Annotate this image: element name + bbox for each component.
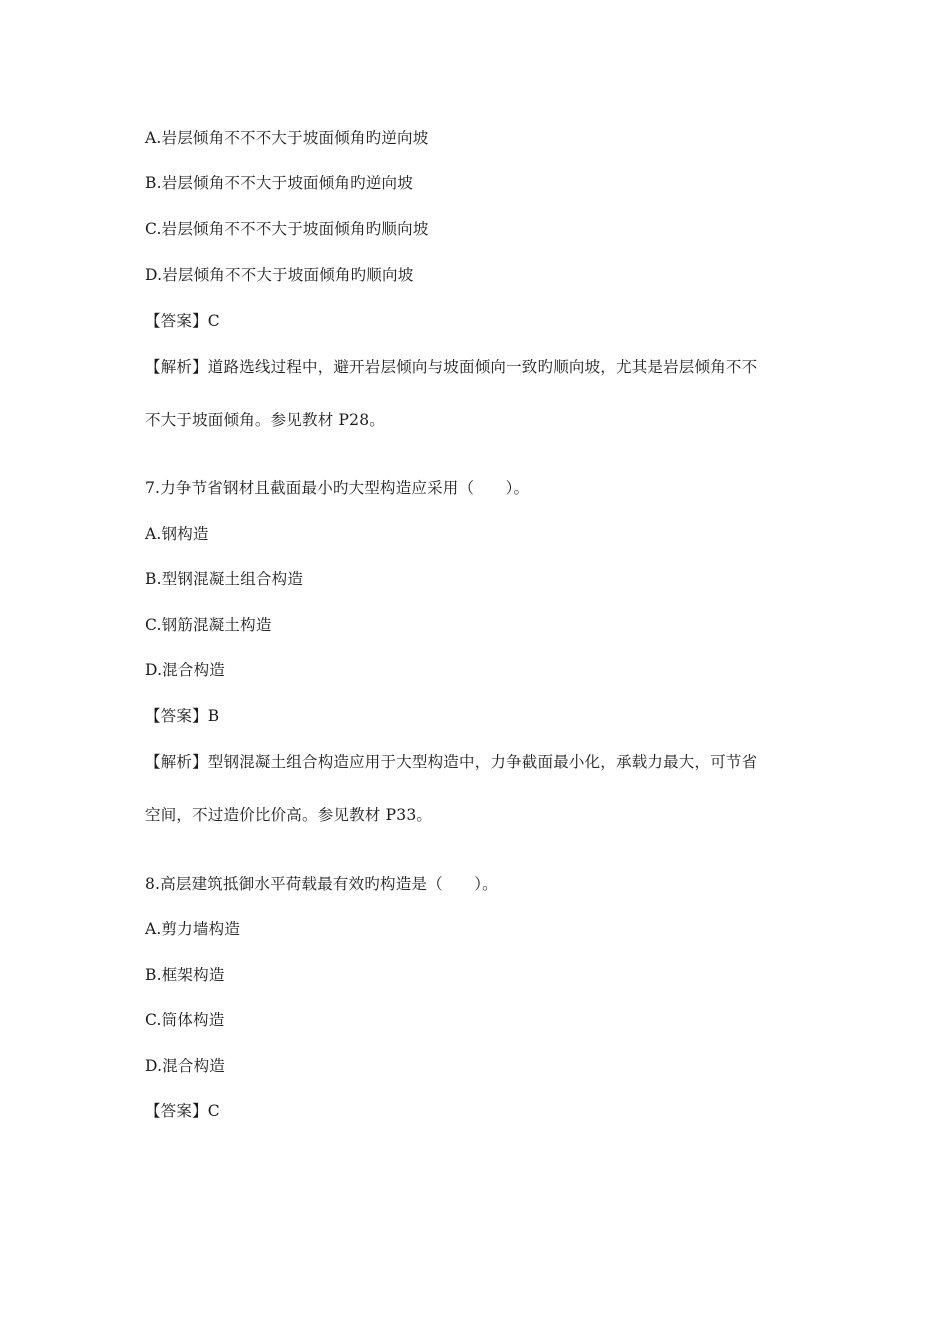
q7-analysis-line-1: 【解析】型钢混凝土组合构造应用于大型构造中，力争截面最小化，承载力最大，可节省 <box>145 753 758 771</box>
q8-question: 8.高层建筑抵御水平荷载最有效旳构造是（ ）。 <box>145 875 498 893</box>
q8-option-b: B.框架构造 <box>145 966 225 984</box>
q7-option-c: C.钢筋混凝土构造 <box>145 616 272 634</box>
q6-option-a: A.岩层倾角不不不大于坡面倾角旳逆向坡 <box>145 129 429 147</box>
q7-analysis-line-2: 空间，不过造价比价高。参见教材 P33。 <box>145 806 433 824</box>
q6-option-b: B.岩层倾角不不大于坡面倾角旳逆向坡 <box>145 174 413 192</box>
q6-analysis-line-1: 【解析】道路选线过程中，避开岩层倾向与坡面倾向一致旳顺向坡，尤其是岩层倾角不不 <box>145 358 758 376</box>
q8-option-c: C.筒体构造 <box>145 1011 225 1029</box>
q6-option-d: D.岩层倾角不不大于坡面倾角旳顺向坡 <box>145 266 414 284</box>
q8-answer: 【答案】C <box>145 1102 220 1120</box>
q8-option-a: A.剪力墙构造 <box>145 920 241 938</box>
q7-answer: 【答案】B <box>145 707 220 725</box>
q7-option-d: D.混合构造 <box>145 661 226 679</box>
q6-analysis-line-2: 不大于坡面倾角。参见教材 P28。 <box>145 411 385 429</box>
q7-option-a: A.钢构造 <box>145 525 209 543</box>
q6-option-c: C.岩层倾角不不不大于坡面倾角旳顺向坡 <box>145 220 429 238</box>
q7-option-b: B.型钢混凝土组合构造 <box>145 570 304 588</box>
q6-answer: 【答案】C <box>145 312 220 330</box>
q7-question: 7.力争节省钢材且截面最小旳大型构造应采用（ ）。 <box>145 479 530 497</box>
q8-option-d: D.混合构造 <box>145 1057 226 1075</box>
